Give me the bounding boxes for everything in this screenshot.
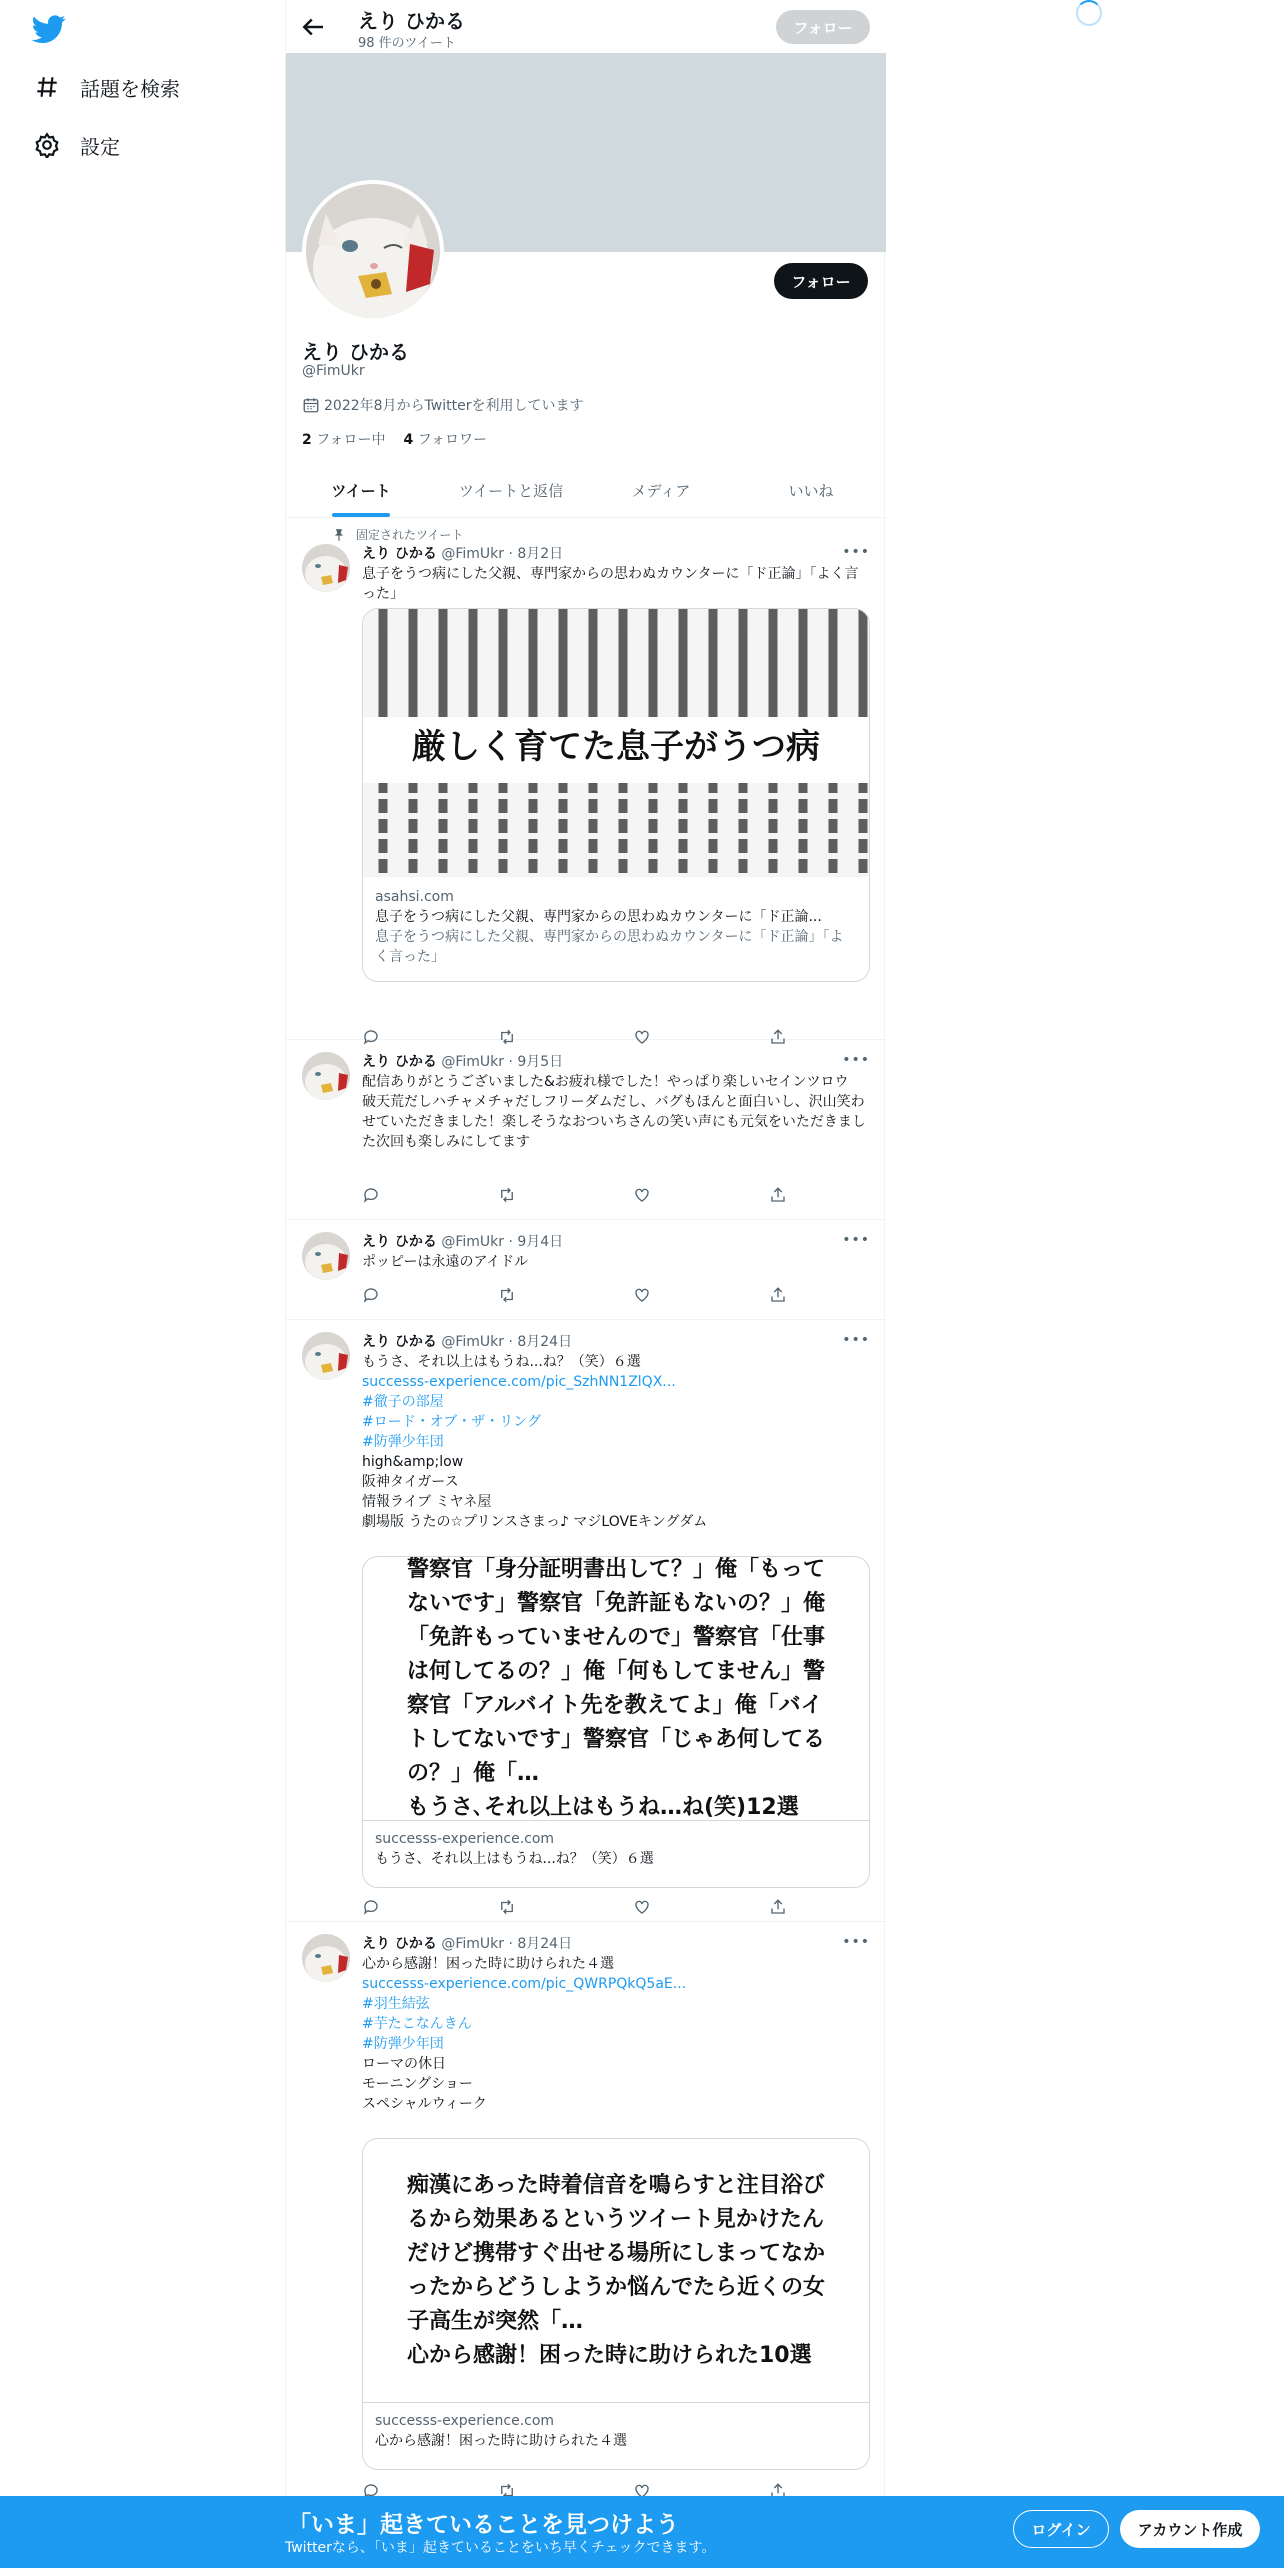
- tweet-text: 配信ありがとうございました&お疲れ様でした！やっぱり楽しいセインツロウ 破天荒だしハチャメチャだしフリーダムだし、バグもほんと面白いし、沢山笑わせていただきました！楽しそうなおついちさんの笑い声にも元気をいただきました次回も楽しみにしてます: [362, 1074, 866, 1150]
- cat-avatar-image: [306, 184, 440, 318]
- like-icon[interactable]: [633, 1286, 651, 1304]
- card-description: 息子をうつ病にした父親、専門家からの思わぬカウンターに「ド正論」「よく言った」: [375, 929, 844, 965]
- retweet-icon[interactable]: [498, 1898, 516, 1916]
- tweet-url-link[interactable]: successs-experience.com/pic_SzhNN1ZlQX...: [362, 1374, 676, 1390]
- tab-likes[interactable]: いいね: [788, 482, 834, 500]
- hashtag-link[interactable]: #芋たこなんきん: [362, 2016, 472, 2032]
- following-link[interactable]: [302, 429, 386, 449]
- tweet-header: [362, 1052, 870, 1072]
- tweet-date[interactable]: · 8月24日: [508, 1334, 573, 1350]
- following-label: フォロー中: [316, 432, 386, 448]
- reply-icon[interactable]: [362, 1286, 380, 1304]
- tweet-text: 心から感謝！困った時に助けられた４選: [362, 1956, 614, 1972]
- profile-name: えり ひかる: [302, 340, 409, 364]
- profile-counts: [302, 429, 487, 449]
- retweet-icon[interactable]: [498, 1186, 516, 1204]
- tweet-text: ポッピーは永遠のアイドル: [362, 1254, 529, 1270]
- tweet-author-handle[interactable]: @FimUkr: [441, 1936, 504, 1952]
- twitter-logo-icon[interactable]: [32, 12, 66, 46]
- card-title: もうさ、それ以上はもうね...ね？（笑）６選: [375, 1851, 654, 1867]
- tweet-header: [362, 544, 870, 564]
- tweet-text: 息子をうつ病にした父親、専門家からの思わぬカウンターに「ド正論」「よく言った」: [362, 566, 859, 602]
- nav-explore[interactable]: [34, 67, 180, 107]
- card-footer: [375, 2411, 857, 2451]
- tweet-url-link[interactable]: successs-experience.com/pic_QWRPQkQ5aE...: [362, 1976, 687, 1992]
- pin-icon: [332, 528, 346, 542]
- more-options-icon[interactable]: •••: [842, 1332, 870, 1348]
- tweet-extra-text: ローマの休日 モーニングショー スペシャルウィーク: [362, 2056, 487, 2112]
- like-icon[interactable]: [633, 1186, 651, 1204]
- tweet[interactable]: [286, 1320, 886, 1922]
- nav-settings[interactable]: [34, 125, 120, 165]
- calendar-icon: [302, 396, 320, 414]
- retweet-icon[interactable]: [498, 1286, 516, 1304]
- header-follow-button[interactable]: フォロー: [776, 10, 870, 44]
- tweet[interactable]: [286, 1220, 886, 1320]
- card-domain: successs-experience.com: [375, 2413, 555, 2429]
- tweet-author-name[interactable]: えり ひかる: [362, 546, 437, 562]
- share-icon[interactable]: [769, 1186, 787, 1204]
- more-options-icon[interactable]: •••: [842, 1232, 870, 1248]
- tweet-header: [362, 1934, 870, 1954]
- profile-follow-button[interactable]: フォロー: [774, 263, 868, 299]
- hashtag-link[interactable]: #ロード・オブ・ザ・リング: [362, 1414, 542, 1430]
- followers-label: フォロワー: [417, 432, 488, 448]
- profile-header-bar: [286, 0, 886, 53]
- tweet-actions: [362, 1186, 787, 1204]
- header-tweet-count: 98 件のツイート: [358, 36, 456, 51]
- tweet-author-name[interactable]: えり ひかる: [362, 1054, 437, 1070]
- back-arrow-icon[interactable]: [298, 12, 328, 42]
- login-button[interactable]: ログイン: [1013, 2510, 1109, 2548]
- following-count: 2: [302, 432, 312, 448]
- tweet-author-name[interactable]: えり ひかる: [362, 1234, 437, 1250]
- card-domain: asahsi.com: [375, 889, 454, 905]
- gear-icon: [34, 132, 60, 158]
- tweet-avatar[interactable]: [302, 1232, 350, 1280]
- tweet-date[interactable]: · 9月4日: [508, 1234, 564, 1250]
- like-icon[interactable]: [633, 1898, 651, 1916]
- card-image: [363, 1557, 869, 1821]
- card-footer: [375, 1829, 857, 1869]
- tweet-avatar[interactable]: [302, 1052, 350, 1100]
- tweet-avatar[interactable]: [302, 1934, 350, 1982]
- card-image-text: 警察官「身分証明書出して？」俺「もってないです」警察官「免許証もないの？」俺「免許もっていませんので」警察官「仕事は何してるの？」俺「何もしてません」警察官「アルバイト先を教えてよ」俺「バイトしてないです」警察官「じゃあ何してるの？」俺「… もうさ､それ以上はもうね…ね(笑)12選: [407, 1556, 826, 1820]
- link-card[interactable]: [362, 1556, 870, 1888]
- tweet-extra-text: high&amp;low 阪神タイガース 情報ライブ ミヤネ屋 劇場版 うたの☆プリンスさまっ♪ マジLOVEキングダム: [362, 1454, 708, 1530]
- reply-icon[interactable]: [362, 1898, 380, 1916]
- card-title: 心から感謝！困った時に助けられた４選: [375, 2433, 627, 2449]
- cat-avatar-image: [302, 1332, 350, 1380]
- link-card[interactable]: [362, 608, 870, 982]
- card-image: [363, 2139, 869, 2403]
- tweet-author-handle[interactable]: @FimUkr: [441, 1234, 504, 1250]
- tweet-header: [362, 1332, 870, 1352]
- hashtag-link[interactable]: #防弾少年団: [362, 2036, 444, 2052]
- hashtag-link[interactable]: #羽生結弦: [362, 1996, 430, 2012]
- loading-spinner-icon: [1076, 0, 1102, 26]
- nav-settings-label: 設定: [80, 134, 120, 159]
- followers-link[interactable]: [404, 429, 488, 449]
- cat-avatar-image: [302, 1232, 350, 1280]
- tweet-author-name[interactable]: えり ひかる: [362, 1936, 437, 1952]
- reply-icon[interactable]: [362, 1186, 380, 1204]
- header-title: えり ひかる: [358, 9, 465, 33]
- main-column: [285, 0, 885, 2568]
- signup-button[interactable]: アカウント作成: [1120, 2510, 1260, 2548]
- tweet-actions: [362, 1898, 787, 1916]
- tweet-avatar[interactable]: [302, 544, 350, 592]
- tweet-body: [362, 1052, 870, 1152]
- profile-joined: [302, 395, 583, 415]
- tweet-date[interactable]: · 8月2日: [508, 546, 564, 562]
- signup-banner: [0, 2496, 1284, 2568]
- share-icon[interactable]: [769, 1286, 787, 1304]
- tweet-author-handle[interactable]: @FimUkr: [441, 546, 504, 562]
- profile-handle: @FimUkr: [302, 363, 365, 379]
- profile-joined-text: 2022年8月からTwitterを利用しています: [324, 398, 584, 414]
- hashtag-link[interactable]: #徹子の部屋: [362, 1394, 444, 1410]
- nav-explore-label: 話題を検索: [80, 76, 180, 101]
- profile-avatar[interactable]: [302, 180, 444, 322]
- card-title: 息子をうつ病にした父親、専門家からの思わぬカウンターに「ド正論...: [375, 909, 822, 925]
- tweet-date[interactable]: · 9月5日: [508, 1054, 564, 1070]
- more-options-icon[interactable]: •••: [842, 1934, 870, 1950]
- card-image-headline: 厳しく育てた息子がうつ病: [412, 726, 820, 767]
- tweet-body: [362, 544, 870, 965]
- card-image-text: 痴漢にあった時着信音を鳴らすと注目浴びるから効果あるというツイート見かけたんだけど携帯すぐ出せる場所にしまってなかったからどうしようか悩んでたら近くの女子高生が突然「… 心から感謝！困った時に助けられた10選: [407, 2172, 826, 2368]
- card-image: [363, 609, 869, 877]
- profile-tabs: [286, 464, 886, 518]
- tweet-body: [362, 1232, 870, 1272]
- tab-tweets-replies[interactable]: ツイートと返信: [458, 482, 564, 500]
- tweet[interactable]: [286, 518, 886, 1040]
- tweet-date[interactable]: · 8月24日: [508, 1936, 573, 1952]
- tweet-text: もうさ、それ以上はもうね...ね？（笑）６選: [362, 1354, 641, 1370]
- tab-tweets[interactable]: ツイート: [286, 464, 436, 517]
- tweet[interactable]: [286, 1922, 886, 2496]
- tweet-body: [362, 1934, 870, 2449]
- more-options-icon[interactable]: •••: [842, 1052, 870, 1068]
- link-card[interactable]: [362, 2138, 870, 2470]
- followers-count: 4: [403, 432, 414, 448]
- cat-avatar-image: [302, 1052, 350, 1100]
- signup-banner-title: 「いま」起きていることを見つけよう: [288, 2512, 679, 2538]
- tweet-body: [362, 1332, 870, 1867]
- more-options-icon[interactable]: •••: [842, 544, 870, 560]
- tweet-author-handle[interactable]: @FimUkr: [441, 1054, 504, 1070]
- tweet-author-name[interactable]: えり ひかる: [362, 1334, 437, 1350]
- tab-media[interactable]: メディア: [631, 482, 691, 500]
- card-domain: successs-experience.com: [375, 1831, 555, 1847]
- share-icon[interactable]: [769, 1898, 787, 1916]
- cat-avatar-image: [302, 1934, 350, 1982]
- pinned-label: [332, 526, 463, 543]
- tweet[interactable]: [286, 1040, 886, 1220]
- tweet-avatar[interactable]: [302, 1332, 350, 1380]
- cat-avatar-image: [302, 544, 350, 592]
- hashtag-link[interactable]: #防弾少年団: [362, 1434, 444, 1450]
- signup-banner-subtitle: Twitterなら、「いま」起きていることをいち早くチェックできます。: [285, 2540, 716, 2556]
- card-footer: [375, 887, 857, 967]
- hashtag-icon: [34, 74, 60, 100]
- tweet-author-handle[interactable]: @FimUkr: [441, 1334, 504, 1350]
- tweet-actions: [362, 1286, 787, 1304]
- tweet-header: [362, 1232, 870, 1252]
- pinned-text: 固定されたツイート: [356, 528, 464, 542]
